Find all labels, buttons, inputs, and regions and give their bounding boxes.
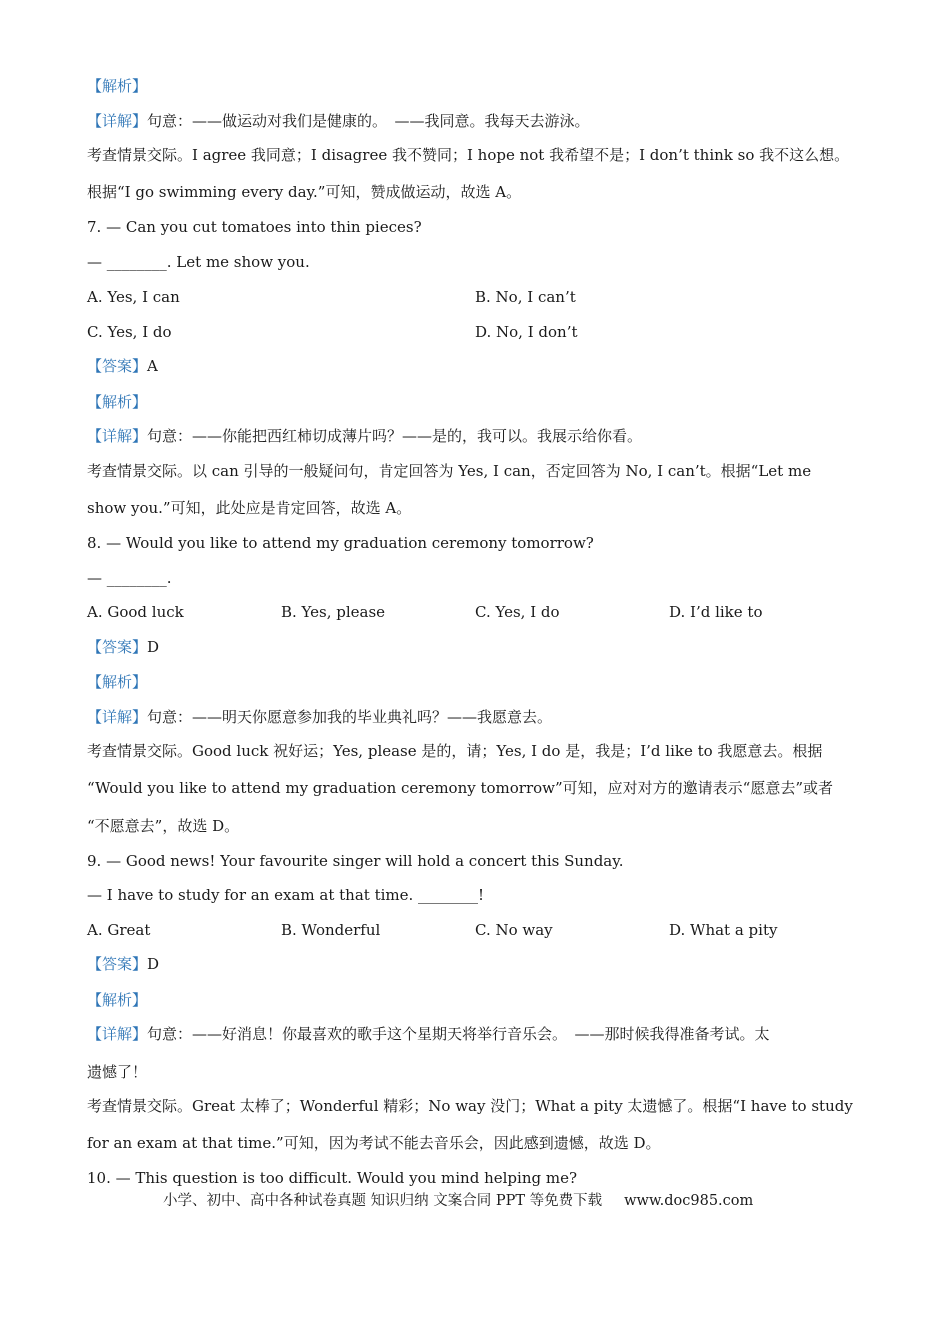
answer-value: D [147, 955, 160, 973]
option-a: A. Yes, I can [87, 288, 180, 306]
detail-paragraph [87, 111, 590, 131]
question-reply: — I have to study for an exam at that time. ________! [87, 886, 485, 904]
option-b: B. Wonderful [281, 921, 381, 939]
detail-paragraph [87, 426, 642, 446]
answer-line [87, 954, 159, 974]
option-a: A. Good luck [87, 603, 184, 621]
detail-text: 句意：——你能把西红柿切成薄片吗？——是的，我可以。我展示给你看。 [147, 427, 643, 445]
option-d: D. What a pity [669, 921, 778, 939]
detail-label: 【详解】 [87, 112, 148, 130]
analysis-heading: 【解析】 [87, 77, 148, 95]
footer-link[interactable]: www.doc985.com [624, 1193, 754, 1209]
detail-label: 【详解】 [87, 427, 148, 445]
detail-paragraph [87, 707, 552, 727]
analysis-text: “不愿意去”，故选 D。 [87, 817, 240, 835]
analysis-text: 考查情景交际。I agree 我同意；I disagree 我不赞同；I hope not 我希望不是；I don’t think so 我不这么想。 [87, 146, 850, 164]
answer-label: 【答案】 [87, 357, 148, 375]
analysis-text: 根据“I go swimming every day.”可知，赞成做运动，故选 A。 [87, 183, 522, 201]
option-d: D. No, I don’t [475, 323, 578, 341]
detail-label: 【详解】 [87, 708, 148, 726]
option-a: A. Great [87, 921, 151, 939]
answer-label: 【答案】 [87, 955, 148, 973]
detail-paragraph [87, 1024, 770, 1044]
analysis-text: for an exam at that time.”可知，因为考试不能去音乐会，因此感到遗憾，故选 D。 [87, 1134, 661, 1152]
analysis-heading: 【解析】 [87, 673, 148, 691]
analysis-heading: 【解析】 [87, 393, 148, 411]
option-d: D. I’d like to [669, 603, 763, 621]
answer-line [87, 356, 158, 376]
question-stem: 7. — Can you cut tomatoes into thin pieces? [87, 218, 422, 236]
answer-label: 【答案】 [87, 638, 148, 656]
analysis-text: 考查情景交际。Great 太棒了；Wonderful 精彩；No way 没门；What a pity 太遗憾了。根据“I have to study [87, 1097, 853, 1115]
detail-text: 句意：——明天你愿意参加我的毕业典礼吗？——我愿意去。 [147, 708, 553, 726]
question-stem: 9. — Good news! Your favourite singer will hold a concert this Sunday. [87, 852, 624, 870]
answer-line [87, 637, 159, 657]
option-c: C. No way [475, 921, 553, 939]
option-c: C. Yes, I do [87, 323, 172, 341]
question-reply: — ________. Let me show you. [87, 253, 310, 271]
page-footer [163, 1191, 753, 1211]
question-reply: — ________. [87, 569, 172, 587]
detail-label: 【详解】 [87, 1025, 148, 1043]
option-c: C. Yes, I do [475, 603, 560, 621]
footer-text: 小学、初中、高中各种试卷真题 知识归纳 文案合同 PPT 等免费下载 [163, 1193, 603, 1209]
answer-value: A [147, 357, 158, 375]
analysis-text: 考查情景交际。Good luck 祝好运；Yes, please 是的，请；Yes, I do 是，我是；I’d like to 我愿意去。根据 [87, 742, 823, 760]
option-b: B. Yes, please [281, 603, 386, 621]
analysis-text: show you.”可知，此处应是肯定回答，故选 A。 [87, 499, 412, 517]
option-b: B. No, I can’t [475, 288, 576, 306]
detail-text: 句意：——好消息！你最喜欢的歌手这个星期天将举行音乐会。 ——那时候我得准备考试。太 [147, 1025, 770, 1043]
analysis-heading: 【解析】 [87, 991, 148, 1009]
answer-value: D [147, 638, 160, 656]
question-stem: 10. — This question is too difficult. Would you mind helping me? [87, 1169, 577, 1187]
detail-text-continued: 遗憾了！ [87, 1063, 148, 1081]
question-stem: 8. — Would you like to attend my graduation ceremony tomorrow? [87, 534, 594, 552]
analysis-text: 考查情景交际。以 can 引导的一般疑问句，肯定回答为 Yes, I can，否定回答为 No, I can’t。根据“Let me [87, 462, 812, 480]
analysis-text: “Would you like to attend my graduation ceremony tomorrow”可知，应对对方的邀请表示“愿意去”或者 [87, 779, 834, 797]
detail-text: 句意：——做运动对我们是健康的。 ——我同意。我每天去游泳。 [147, 112, 590, 130]
